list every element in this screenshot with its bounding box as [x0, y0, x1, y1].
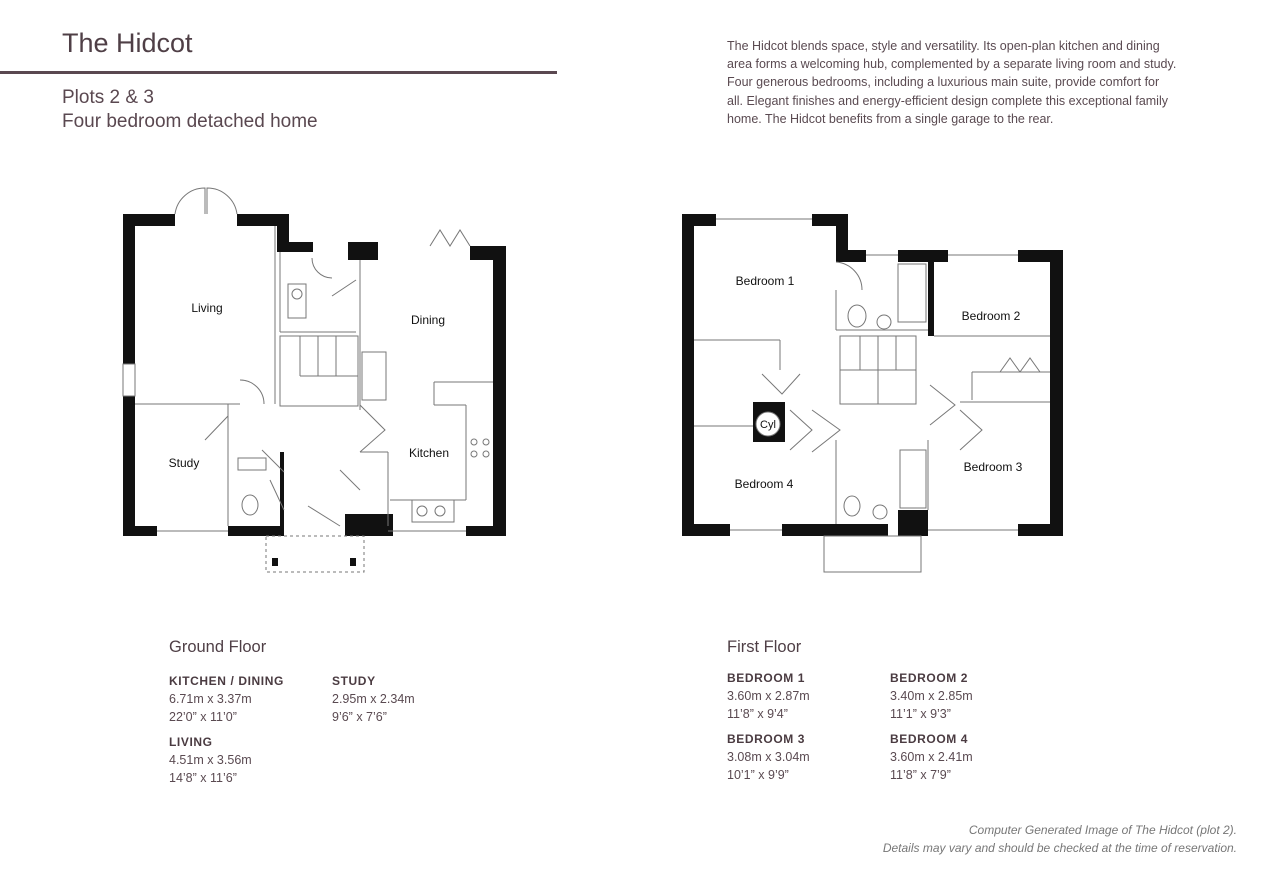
ground-floor-plan — [123, 188, 506, 572]
disclaimer — [883, 821, 1237, 857]
room-imperial: 10’1” x 9’9” — [727, 768, 789, 782]
room-metric: 3.60m x 2.87m — [727, 689, 810, 703]
room-metric: 2.95m x 2.34m — [332, 692, 415, 706]
room-metric: 3.60m x 2.41m — [890, 750, 973, 764]
label-bedroom-1: Bedroom 1 — [735, 274, 795, 288]
room-name: BEDROOM 1 — [727, 671, 806, 685]
first-floor-plan — [682, 214, 1063, 572]
plots-label: Plots 2 & 3 — [62, 87, 154, 108]
label-living: Living — [191, 301, 223, 315]
label-bedroom-4: Bedroom 4 — [734, 477, 794, 491]
room-bedroom-4 — [890, 730, 973, 784]
room-bedroom-1 — [727, 669, 810, 723]
home-type-label: Four bedroom detached home — [62, 111, 318, 132]
label-bedroom-2: Bedroom 2 — [961, 309, 1021, 323]
ground-floor-heading: Ground Floor — [169, 638, 267, 656]
room-study — [332, 672, 415, 726]
room-imperial: 11’8” x 9’4” — [727, 707, 788, 721]
room-bedroom-3 — [727, 730, 810, 784]
room-imperial: 11’8” x 7’9” — [890, 768, 951, 782]
label-study: Study — [168, 456, 200, 470]
room-bedroom-2 — [890, 669, 973, 723]
room-name: BEDROOM 3 — [727, 732, 806, 746]
label-bedroom-3: Bedroom 3 — [963, 460, 1023, 474]
room-name: BEDROOM 2 — [890, 671, 969, 685]
label-kitchen: Kitchen — [408, 446, 450, 460]
room-name: LIVING — [169, 735, 213, 749]
intro-paragraph: The Hidcot blends space, style and versatility. Its open-plan kitchen and dining area forms a welcoming hub, complemented by a separate living room and study. Four generous bedrooms, including a luxurious main suite, provide comfort for all. Elegant finishes and energy-efficient design complete this exceptional family home. The Hidcot benefits from a single garage to the rear. — [727, 39, 1177, 126]
room-name: STUDY — [332, 674, 376, 688]
room-kitchen-dining — [169, 672, 284, 726]
first-floor-heading: First Floor — [727, 638, 802, 656]
disclaimer-line-2: Details may vary and should be checked at the time of reservation. — [882, 841, 1237, 855]
ground-floor-walls — [123, 214, 506, 536]
room-imperial: 14’8” x 11’6” — [169, 771, 237, 785]
room-imperial: 9’6” x 7’6” — [332, 710, 387, 724]
room-living — [169, 733, 252, 787]
room-name: BEDROOM 4 — [890, 732, 969, 746]
label-dining: Dining — [410, 313, 446, 327]
page-title: The Hidcot — [62, 28, 193, 58]
room-metric: 4.51m x 3.56m — [169, 753, 252, 767]
room-imperial: 11’1” x 9’3” — [890, 707, 951, 721]
room-metric: 3.40m x 2.85m — [890, 689, 973, 703]
label-cylinder: Cyl — [760, 419, 776, 431]
disclaimer-line-1: Computer Generated Image of The Hidcot (plot 2). — [968, 823, 1237, 837]
room-metric: 6.71m x 3.37m — [169, 692, 252, 706]
room-metric: 3.08m x 3.04m — [727, 750, 810, 764]
plan-labels — [169, 274, 1023, 491]
room-imperial: 22’0” x 11’0” — [169, 710, 237, 724]
room-name: KITCHEN / DINING — [169, 674, 284, 688]
